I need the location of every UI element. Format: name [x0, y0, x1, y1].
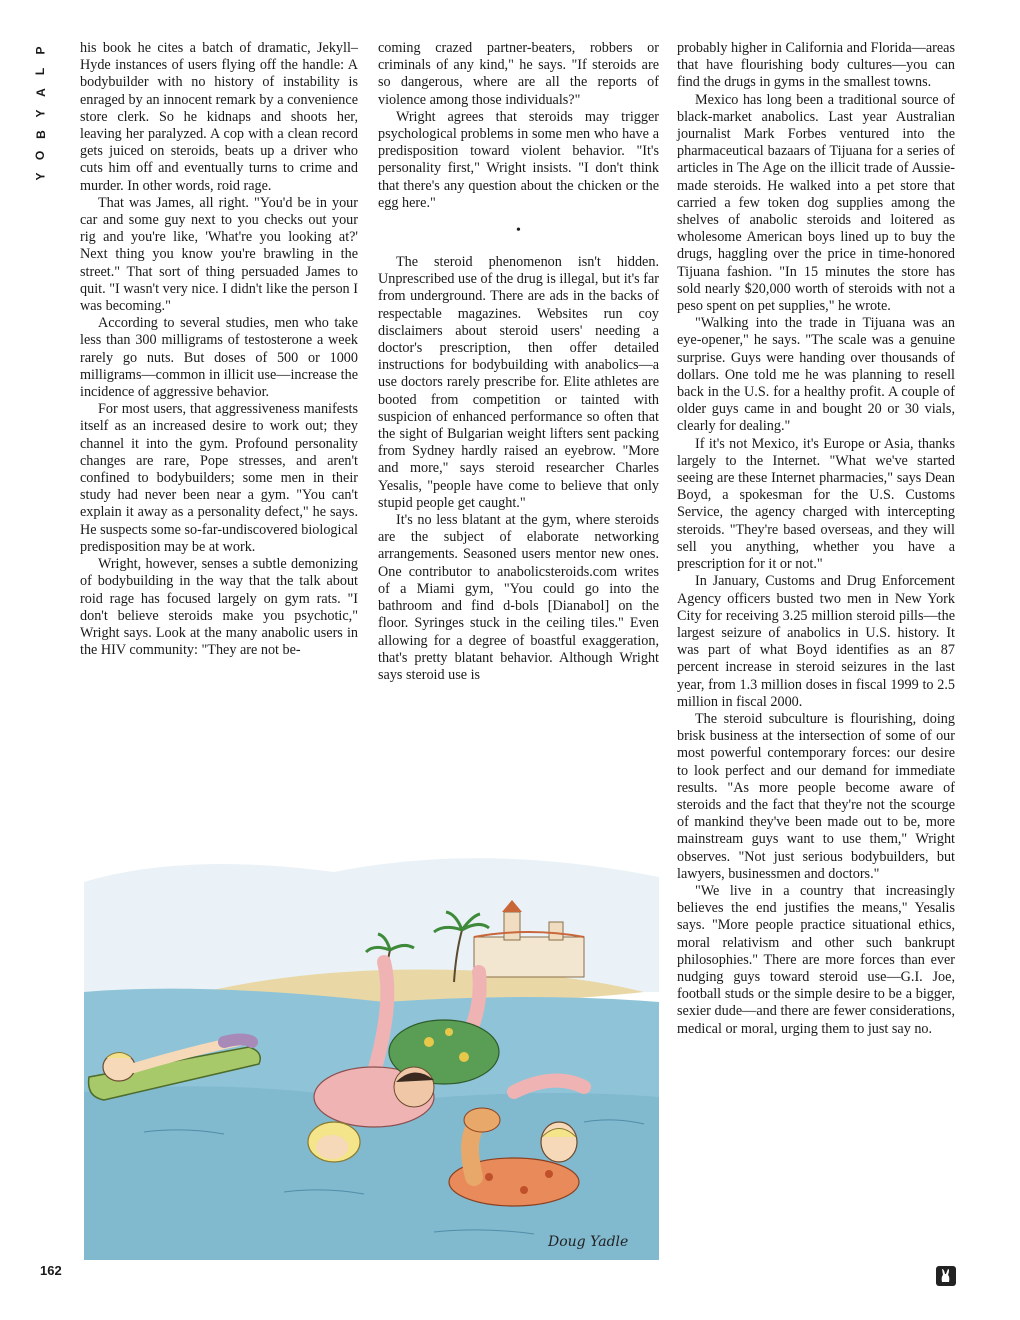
paragraph: The steroid phenomenon isn't hidden. Unprescribed use of the drug is illegal, but it's far from underground. There are ads in the backs of respectable magazines. Websites run coy disclaimers about steroid users' needing a doctor's prescription, then offer detailed instructions for bodybuilding with anabolics—a use doctors rarely prescribe for. Elite athletes are booted from competition or tainted with suspicion of enhanced performance so often that the sight of Bulgarian weight lifters sent packing from Sydney hardly raised an eyebrow. "More and more," says steroid researcher Charles Yesalis, "people have come to believe that only stupid people get caught." — [378, 254, 659, 511]
paragraph: For most users, that aggressiveness manifests itself as an increased desire to work out; they channel it into the gym. Profound personality changes are rare, Pope stresses, and aren't confined to bodybuilders; some men in their study had never been near a gym. "You can't explain it away as a personality defect," he says. He suspects some so-far-undiscovered biological predisposition may be at work. — [80, 401, 358, 555]
article-column-3 — [677, 40, 955, 1038]
rabbit-head-logo-icon — [936, 1266, 956, 1286]
section-break-bullet: • — [516, 223, 521, 239]
paragraph: coming crazed partner-beaters, robbers or criminals of any kind," he says. "If steroids are so dangerous, where are all the reports of violence among those individuals?" — [378, 40, 659, 108]
page-number: 162 — [40, 1263, 62, 1278]
article-column-2 — [378, 40, 659, 684]
folio-letter: A — [33, 88, 48, 97]
paragraph: That was James, all right. "You'd be in your car and some guy next to you checks out your rig and you're like, 'What're you looking at?' Next thing you know you're brawling in the street." That sort of thing persuaded James to quit. "I wasn't very nice. I didn't like the person I was becoming." — [80, 194, 358, 315]
folio-letter: P — [33, 46, 48, 55]
folio-letter: B — [33, 130, 48, 139]
paragraph: Wright, however, senses a subtle demonizing of bodybuilding in the way that the talk about roid rage has focused largely on gym rats. "I don't believe steroids make you psychotic," Wright says. Look at the many anabolic users in the HIV community: "They are not be- — [80, 556, 358, 659]
magazine-folio — [30, 40, 52, 187]
paragraph: In January, Customs and Drug Enforcement Agency officers busted two men in New York City for receiving 3.25 million steroid pills—the largest seizure of anabolics in U.S. history. It was part of what Boyd identifies as an 87 percent increase in steroid seizures in the last year, from 1.3 million doses in fiscal 1999 to 2.5 million in fiscal 2000. — [677, 573, 955, 710]
paragraph: his book he cites a batch of dramatic, Jekyll–Hyde instances of users flying off the handle: A bodybuilder with no history of instability is enraged by an innocent remark by a convenience store clerk. So he kidnaps and shoots her, leaving her paralyzed. A cop with a clean record gets juiced on steroids, beats up a driver who cuts him off and eventually turns to crime and murder. In other words, roid rage. — [80, 40, 358, 194]
folio-letter: Y — [33, 172, 48, 181]
folio-letter: O — [33, 150, 48, 161]
paragraph: Mexico has long been a traditional source of black-market anabolics. Last year Australian journalist Mark Forbes ventured into the pharmaceutical bazaars of Tijuana for a series of articles in The Age on the illicit trade of Aussie-made steroids. He walked into a pet store that carried a few token dog supplies among the shelves of anabolic steroids and loitered as wholesome American boys lined up to buy the drugs, haggling over the price in time-honored Tijuana fashion. "In 15 minutes the store has sold nearly $20,000 worth of steroids with not a peso spent on pet supplies," he wrote. — [677, 91, 955, 315]
cartoon-illustration — [84, 842, 659, 1260]
paragraph: The steroid subculture is flourishing, doing brisk business at the intersection of some of our most powerful contemporary forces: our desire to look perfect and our demand for immediate results. "As more people become aware of steroids and the fact that they're not the scourge of mankind they've been made out to be, more mainstream guys want to use them," Wright observes. "Not just serious bodybuilders, but lawyers, businessmen and doctors." — [677, 710, 955, 882]
paragraph: It's no less blatant at the gym, where steroids are the subject of elaborate networking arrangements. Seasoned users mentor new ones. One contributor to anabolicsteroids.com writes of a Miami gym, "You could go into the bathroom and find d-bols [Dianabol] on the floor. Syringes stuck in the ceiling tiles." Even allowing for a degree of boastful exaggeration, that's pretty blatant behavior. Although Wright says steroid use is — [378, 512, 659, 683]
folio-letter: Y — [33, 109, 48, 118]
folio-letter: L — [33, 67, 48, 76]
paragraph: Wright agrees that steroids may trigger psychological problems in some men who have a predisposition toward violent behavior. "It's personality first," Wright insists. "I don't think that there's any question about the chicken or the egg here." — [378, 108, 659, 211]
paragraph: "We live in a country that increasingly believes the end justifies the means," Yesalis says. "More people practice situational ethics, moral relativism and other such bankrupt philosophies." There are more forces than ever nudging guys toward steroid use—G.I. Joe, football studs or the simple desire to be a bigger, sexier dude—and there are fewer considerations, medical or moral, urging them to just say no. — [677, 882, 955, 1037]
paragraph: "Walking into the trade in Tijuana was an eye-opener," he says. "The scale was a genuine surprise. Guys were handing over thousands of dollars. One told me he was planning to resell back in the U.S. for a healthy profit. A couple of older guys came in and bought 20 or 30 vials, clearly for dealing." — [677, 315, 955, 435]
article-column-1 — [80, 40, 358, 659]
artist-signature: Doug Yadle — [548, 1234, 629, 1250]
paragraph: probably higher in California and Florida—areas that have flourishing body cultures—you can find the drugs in gyms in the smallest towns. — [677, 40, 955, 91]
paragraph: According to several studies, men who take less than 300 milligrams of testosterone a week rarely go nuts. But doses of 500 or 1000 milligrams—common in illicit use—increase the incidence of aggressive behavior. — [80, 315, 358, 401]
paragraph: If it's not Mexico, it's Europe or Asia, thanks largely to the Internet. "What we've started seeing are these Internet pharmacies," says Dean Boyd, a spokesman for the U.S. Customs Service, the agency charged with intercepting steroids. "They're based overseas, and they will sell you anything, whether you have a prescription for it or not." — [677, 435, 955, 573]
